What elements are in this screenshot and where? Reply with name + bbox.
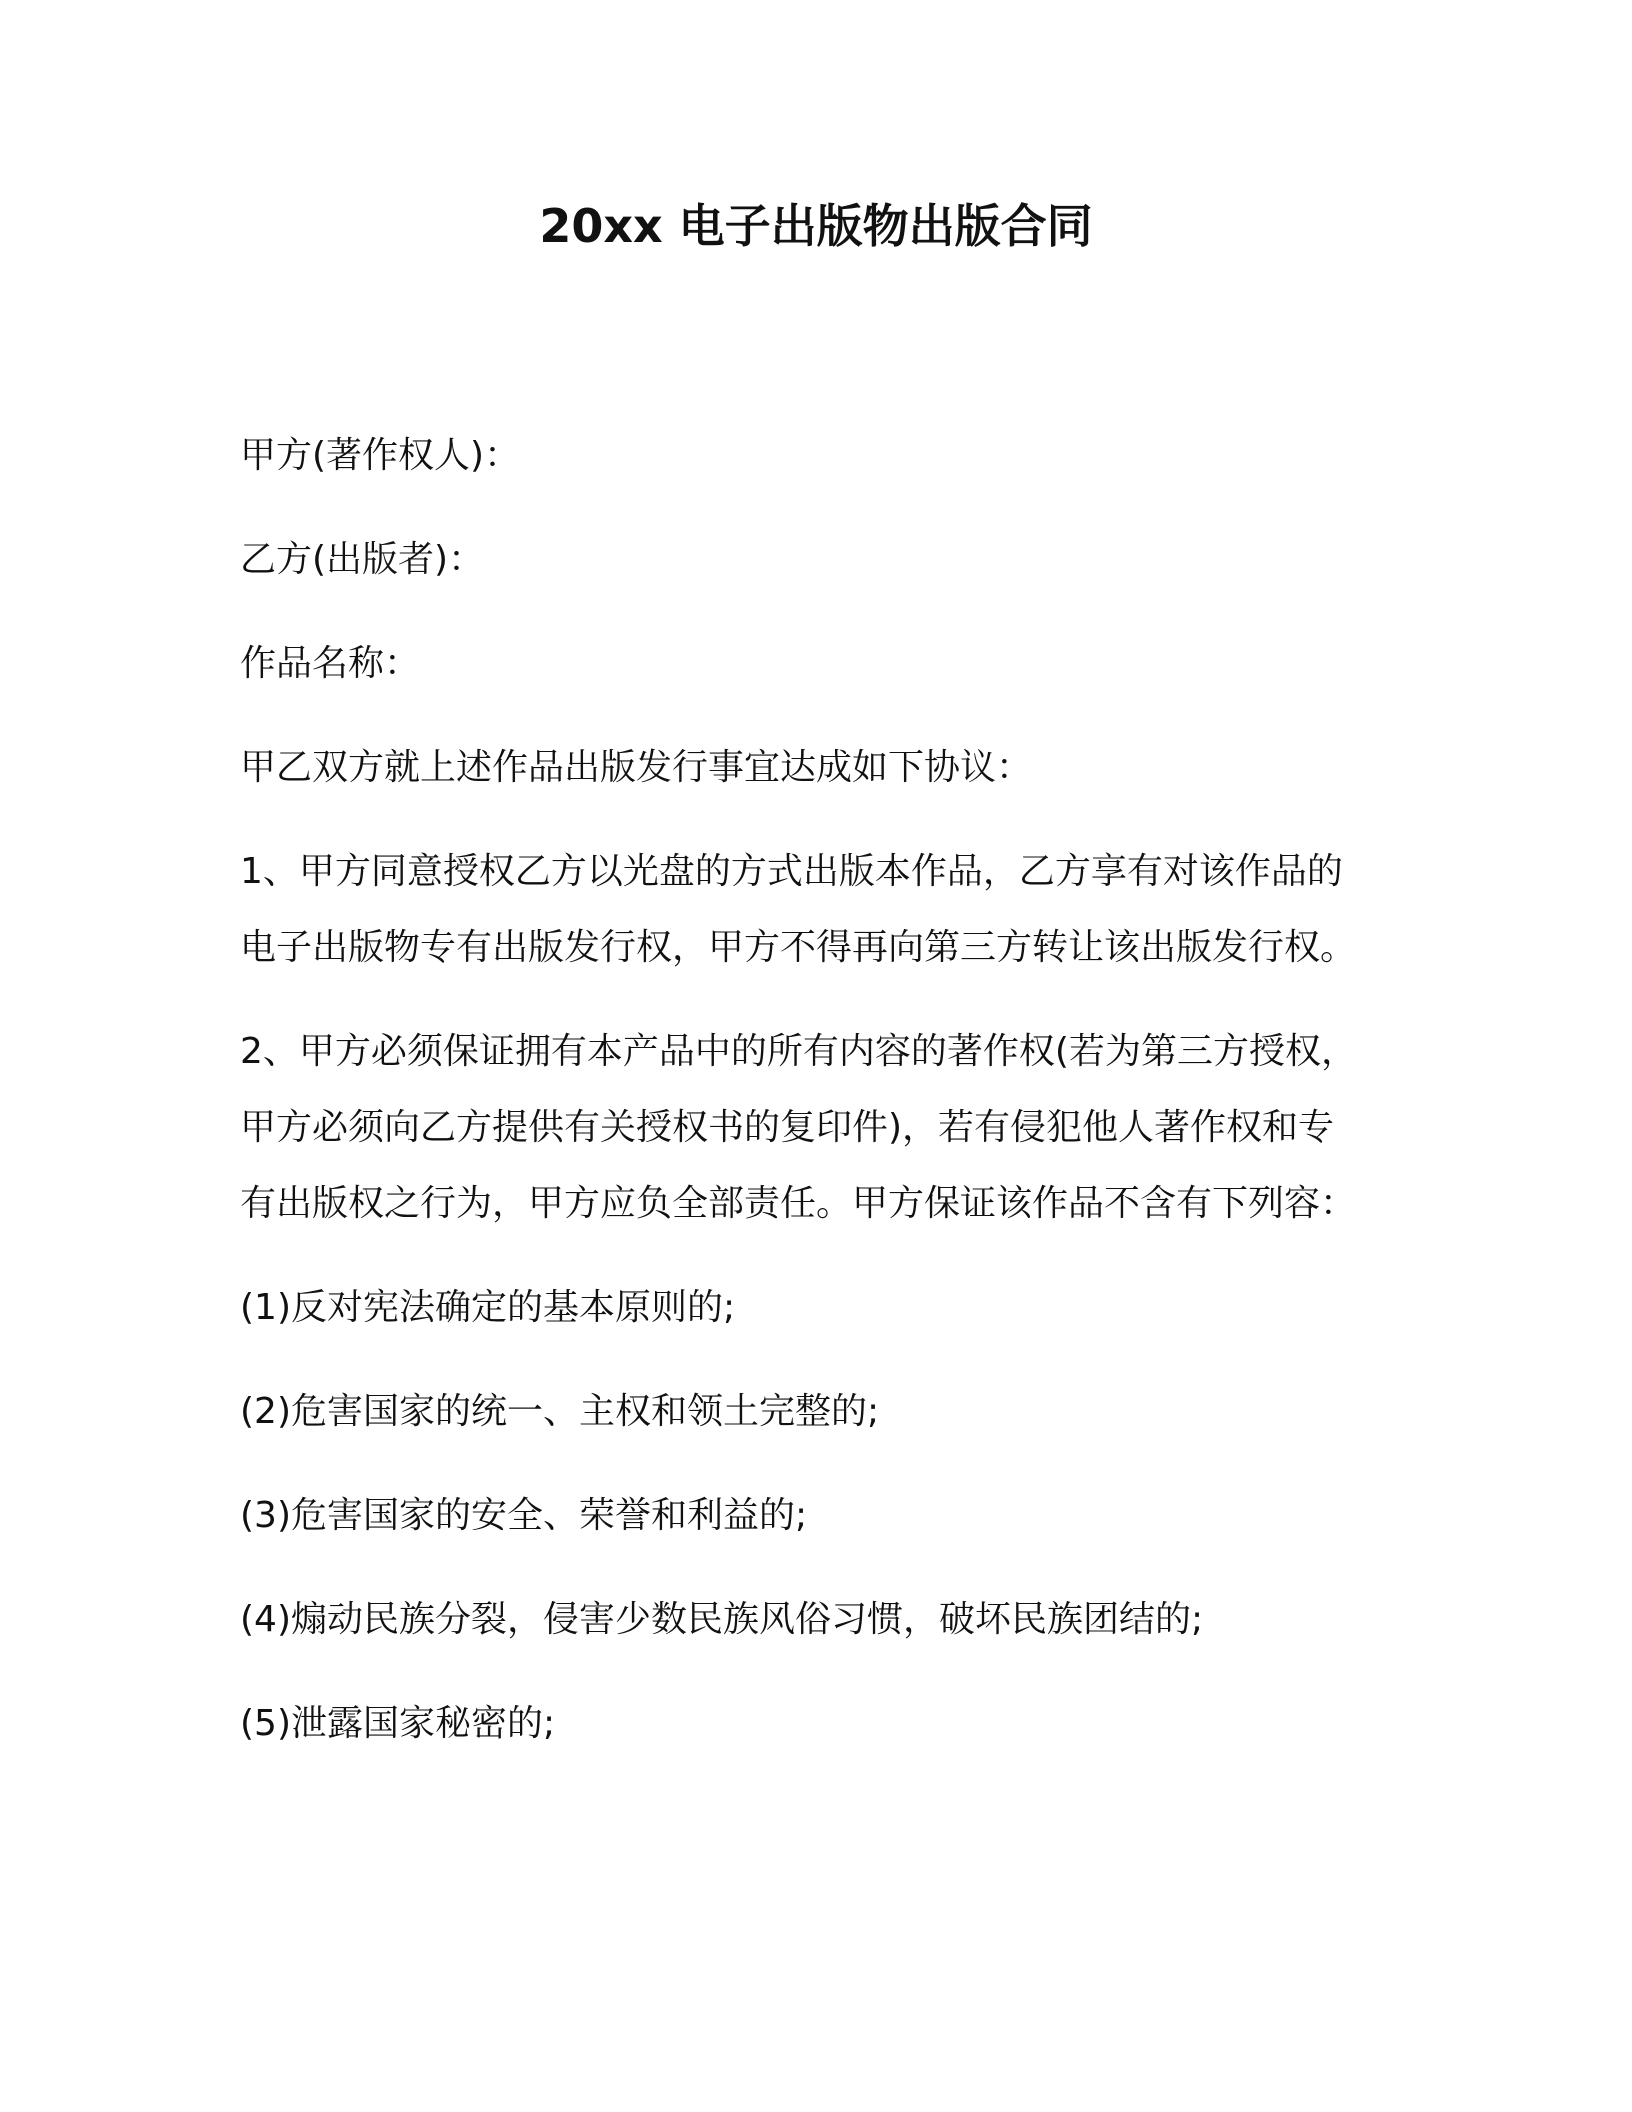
- work-title-line: [240, 626, 1410, 702]
- text-line: (2)危害国家的统一、主权和领土完整的;: [240, 1391, 880, 1432]
- party-b-line: [240, 522, 1410, 598]
- list-item-5: [240, 1686, 1410, 1762]
- text-line: (4)煽动民族分裂，侵害少数民族风俗习惯，破坏民族团结的;: [240, 1599, 1204, 1640]
- list-item-4: [240, 1582, 1410, 1658]
- text-line: 乙方(出版者)：: [240, 539, 485, 580]
- document-body: [240, 418, 1410, 1790]
- text-line: 电子出版物专有出版发行权，甲方不得再向第三方转让该出版发行权。: [240, 927, 1357, 968]
- text-line: (5)泄露国家秘密的;: [240, 1703, 556, 1744]
- text-line: (1)反对宪法确定的基本原则的;: [240, 1287, 736, 1328]
- text-line: 1、甲方同意授权乙方以光盘的方式出版本作品，乙方享有对该作品的: [240, 851, 1343, 892]
- list-item-1: [240, 1270, 1410, 1346]
- clause-2: [240, 1014, 1410, 1242]
- text-line: 甲方(著作权人)：: [240, 435, 521, 476]
- list-item-3: [240, 1478, 1410, 1554]
- list-item-2: [240, 1374, 1410, 1450]
- text-line: 甲方必须向乙方提供有关授权书的复印件)，若有侵犯他人著作权和专: [240, 1107, 1335, 1148]
- text-line: 有出版权之行为，甲方应负全部责任。甲方保证该作品不含有下列容：: [240, 1183, 1357, 1224]
- text-line: 作品名称：: [240, 643, 421, 684]
- agreement-intro: [240, 730, 1410, 806]
- party-a-line: [240, 418, 1410, 494]
- text-line: 甲乙双方就上述作品出版发行事宜达成如下协议：: [240, 747, 1033, 788]
- text-line: 2、甲方必须保证拥有本产品中的所有内容的著作权(若为第三方授权，: [240, 1031, 1357, 1072]
- text-line: (3)危害国家的安全、荣誉和利益的;: [240, 1495, 808, 1536]
- document-title: 20xx 电子出版物出版合同: [539, 199, 1093, 253]
- clause-1: [240, 834, 1410, 986]
